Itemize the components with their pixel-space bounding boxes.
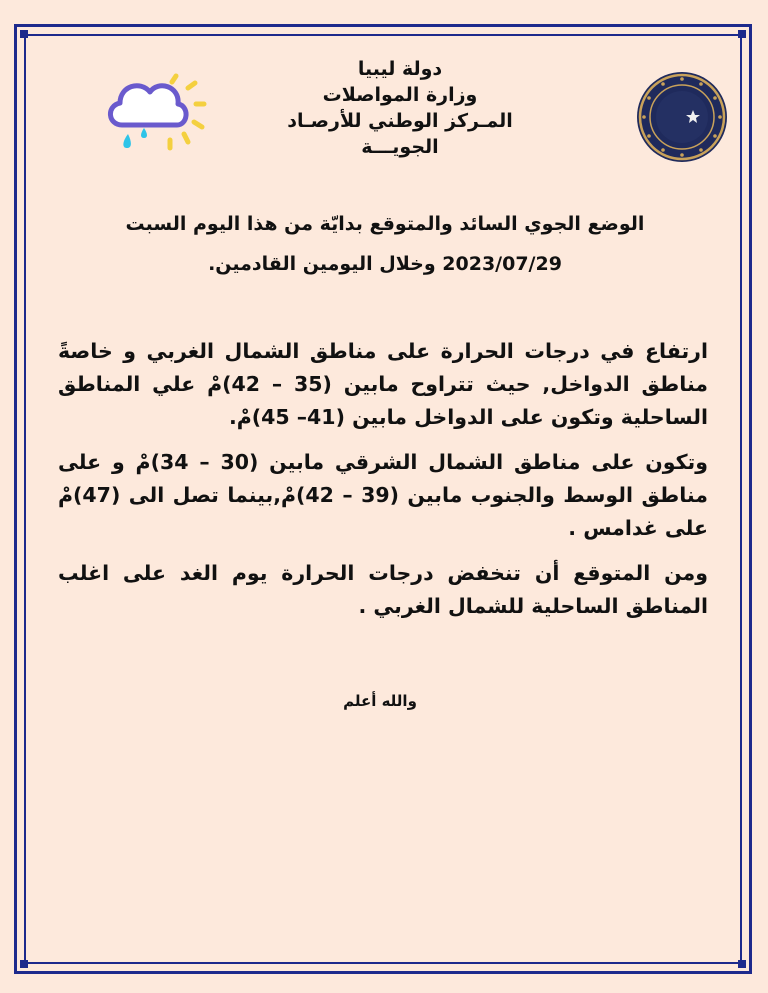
letterhead [240, 56, 560, 160]
border-corner [20, 960, 28, 968]
cloud-sun-rain-icon [100, 70, 215, 159]
forecast-paragraph: وتكون على مناطق الشمال الشرقي مابين (30 – 34)مْ و على مناطق الوسط والجنوب مابين (39 – 42)مْ,بينما تصل الى (47)مْ على غدامس . [58, 450, 709, 540]
ministry-seal-icon [635, 70, 729, 168]
signoff: والله أعلم [343, 692, 417, 710]
forecast-paragraph: ارتفاع في درجات الحرارة على مناطق الشمال الغربي و خاصةً مناطق الدواخل, حيث تتراوح مابين (35 – 42)مْ علي المناطق الساحلية وتكون على الدواخل مابين (41– 45)مْ. [58, 339, 709, 429]
ministry-name: وزارة المواصلات [322, 84, 478, 106]
headline-line-2: 2023/07/29 وخلال اليومين القادمين. [208, 253, 562, 275]
country-name: دولة ليبيا [357, 58, 443, 80]
forecast-paragraph: ومن المتوقع أن تنخفض درجات الحرارة يوم الغد على اغلب المناطق الساحلية للشمال الغربي . [58, 561, 708, 618]
center-name: المـركز الوطني للأرصـاد [287, 110, 513, 132]
center-name-continued: الجويـــة [361, 136, 439, 158]
forecast-body [58, 335, 708, 635]
headline-line-1: الوضع الجوي السائد والمتوقع بدايّة من هذا اليوم السبت [125, 213, 645, 235]
bulletin-headline [60, 204, 710, 284]
border-corner [20, 30, 28, 38]
border-corner [738, 960, 746, 968]
border-corner [738, 30, 746, 38]
